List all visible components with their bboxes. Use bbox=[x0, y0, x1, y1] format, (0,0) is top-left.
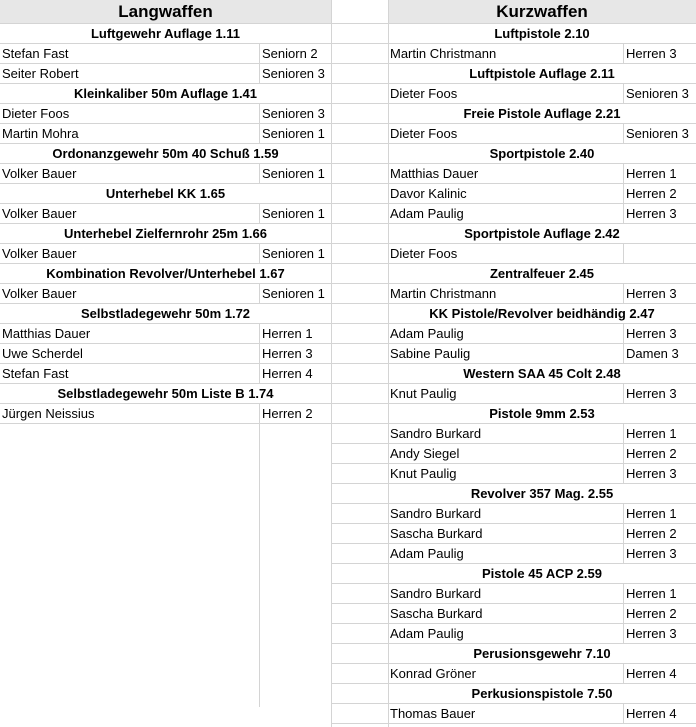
spacer-cell[interactable] bbox=[331, 124, 388, 144]
langwaffen-column bbox=[0, 0, 331, 707]
shooter-name-cell[interactable]: Adam Paulig bbox=[390, 206, 464, 221]
spacer-cell[interactable] bbox=[331, 224, 388, 244]
discipline-title[interactable]: Perkusionspistole 7.50 bbox=[388, 684, 696, 704]
shooter-row bbox=[388, 244, 696, 264]
discipline-title[interactable]: Unterhebel KK 1.65 bbox=[0, 184, 331, 204]
spacer-cell[interactable] bbox=[331, 344, 388, 364]
class-cell[interactable]: Herren 2 bbox=[259, 404, 331, 423]
spacer-cell[interactable] bbox=[331, 284, 388, 304]
class-cell[interactable]: Senioren 3 bbox=[623, 124, 696, 143]
shooter-name-cell[interactable]: Knut Paulig bbox=[390, 386, 457, 401]
discipline-title[interactable]: Pistole 9mm 2.53 bbox=[388, 404, 696, 424]
grid-line bbox=[331, 0, 332, 727]
discipline-title[interactable]: Ordonanzgewehr 50m 40 Schuß 1.59 bbox=[0, 144, 331, 164]
langwaffen-body bbox=[0, 24, 331, 424]
shooter-row bbox=[388, 124, 696, 144]
spacer-cell[interactable] bbox=[331, 304, 388, 324]
discipline-title[interactable]: Luftgewehr Auflage 1.11 bbox=[0, 24, 331, 44]
spacer-column bbox=[331, 0, 388, 727]
class-cell[interactable] bbox=[623, 244, 696, 263]
discipline-title[interactable]: Revolver 357 Mag. 2.55 bbox=[388, 484, 696, 504]
shooter-row bbox=[0, 364, 331, 384]
spacer-cell[interactable] bbox=[331, 704, 388, 724]
shooter-row bbox=[388, 504, 696, 524]
class-cell[interactable]: Herren 3 bbox=[623, 624, 696, 643]
class-cell[interactable]: Herren 4 bbox=[623, 704, 696, 723]
class-cell[interactable]: Herren 3 bbox=[259, 344, 331, 363]
class-cell[interactable]: Herren 4 bbox=[259, 364, 331, 383]
class-cell[interactable]: Herren 2 bbox=[623, 184, 696, 203]
shooter-name-cell[interactable]: Sandro Burkard bbox=[390, 586, 482, 601]
spacer-header[interactable] bbox=[331, 0, 388, 24]
shooter-row bbox=[0, 124, 331, 144]
class-cell[interactable]: Herren 1 bbox=[623, 504, 696, 523]
kurzwaffen-header[interactable]: Kurzwaffen bbox=[388, 0, 696, 24]
shooter-name-cell[interactable]: Volker Bauer bbox=[2, 166, 77, 181]
shooter-row bbox=[388, 344, 696, 364]
shooter-name-cell[interactable]: Sandro Burkard bbox=[390, 506, 482, 521]
shooter-name-cell[interactable]: Volker Bauer bbox=[2, 206, 77, 221]
kurzwaffen-body bbox=[388, 24, 696, 724]
class-cell[interactable]: Herren 2 bbox=[623, 524, 696, 543]
class-cell[interactable]: Herren 2 bbox=[623, 604, 696, 623]
grid-line bbox=[388, 0, 389, 727]
class-cell[interactable]: Senioren 1 bbox=[259, 204, 331, 223]
shooter-name-cell[interactable]: Uwe Scherdel bbox=[2, 346, 83, 361]
spacer-cell[interactable] bbox=[331, 504, 388, 524]
discipline-title[interactable]: Kleinkaliber 50m Auflage 1.41 bbox=[0, 84, 331, 104]
shooter-name-cell[interactable]: Jürgen Neissius bbox=[2, 406, 95, 421]
shooter-row bbox=[0, 324, 331, 344]
shooter-name-cell[interactable]: Sabine Paulig bbox=[390, 346, 471, 361]
discipline-title[interactable]: Unterhebel Zielfernrohr 25m 1.66 bbox=[0, 224, 331, 244]
shooter-name-cell[interactable]: Adam Paulig bbox=[390, 326, 464, 341]
class-cell[interactable]: Senioren 3 bbox=[259, 104, 331, 123]
langwaffen-header[interactable]: Langwaffen bbox=[0, 0, 331, 24]
shooter-row bbox=[388, 284, 696, 304]
shooter-row bbox=[388, 164, 696, 184]
kurzwaffen-column bbox=[388, 0, 696, 724]
shooter-name-cell[interactable]: Martin Mohra bbox=[2, 126, 79, 141]
shooter-row bbox=[388, 704, 696, 724]
shooter-row bbox=[0, 284, 331, 304]
shooter-row bbox=[388, 604, 696, 624]
class-cell[interactable]: Herren 3 bbox=[623, 44, 696, 63]
discipline-title[interactable]: Western SAA 45 Colt 2.48 bbox=[388, 364, 696, 384]
shooter-row bbox=[388, 544, 696, 564]
class-cell[interactable]: Herren 3 bbox=[623, 384, 696, 403]
discipline-title[interactable]: Luftpistole 2.10 bbox=[388, 24, 696, 44]
shooter-row bbox=[388, 324, 696, 344]
shooter-name-cell[interactable]: Dieter Foos bbox=[390, 246, 458, 261]
discipline-title[interactable]: Sportpistole 2.40 bbox=[388, 144, 696, 164]
class-cell[interactable]: Senioren 1 bbox=[259, 164, 331, 183]
shooter-name-cell[interactable]: Thomas Bauer bbox=[390, 706, 476, 721]
class-cell[interactable]: Herren 3 bbox=[623, 324, 696, 343]
spacer-cell[interactable] bbox=[331, 684, 388, 704]
shooter-row bbox=[0, 44, 331, 64]
shooter-name-cell[interactable]: Sandro Burkard bbox=[390, 426, 482, 441]
class-cell[interactable]: Senioren 1 bbox=[259, 124, 331, 143]
spacer-cell[interactable] bbox=[331, 364, 388, 384]
spacer-cell[interactable] bbox=[331, 264, 388, 284]
spacer-body bbox=[331, 24, 388, 724]
class-cell[interactable]: Seniorn 2 bbox=[259, 44, 331, 63]
spacer-cell[interactable] bbox=[331, 444, 388, 464]
discipline-title[interactable]: Selbstladegewehr 50m Liste B 1.74 bbox=[0, 384, 331, 404]
spacer-cell[interactable] bbox=[331, 484, 388, 504]
spacer-cell[interactable] bbox=[331, 64, 388, 84]
spacer-cell[interactable] bbox=[331, 104, 388, 124]
spacer-cell[interactable] bbox=[331, 604, 388, 624]
spacer-cell[interactable] bbox=[331, 624, 388, 644]
class-cell[interactable]: Senioren 1 bbox=[259, 284, 331, 303]
spacer-cell[interactable] bbox=[331, 84, 388, 104]
spacer-cell[interactable] bbox=[331, 44, 388, 64]
spacer-cell[interactable] bbox=[331, 664, 388, 684]
spacer-cell[interactable] bbox=[331, 464, 388, 484]
shooter-name-cell[interactable]: Davor Kalinic bbox=[390, 186, 467, 201]
discipline-title[interactable]: Selbstladegewehr 50m 1.72 bbox=[0, 304, 331, 324]
shooter-name-cell[interactable]: Matthias Dauer bbox=[390, 166, 479, 181]
class-cell[interactable]: Herren 3 bbox=[623, 544, 696, 563]
class-cell[interactable]: Herren 1 bbox=[623, 164, 696, 183]
shooter-row bbox=[388, 384, 696, 404]
shooter-row bbox=[388, 524, 696, 544]
spacer-cell[interactable] bbox=[331, 424, 388, 444]
discipline-title[interactable]: Freie Pistole Auflage 2.21 bbox=[388, 104, 696, 124]
shooter-row bbox=[0, 404, 331, 424]
class-cell[interactable]: Damen 3 bbox=[623, 344, 696, 363]
class-cell[interactable]: Herren 3 bbox=[623, 204, 696, 223]
spacer-cell[interactable] bbox=[331, 584, 388, 604]
spacer-cell[interactable] bbox=[331, 524, 388, 544]
class-cell[interactable]: Herren 1 bbox=[623, 424, 696, 443]
spacer-cell[interactable] bbox=[331, 404, 388, 424]
shooter-row bbox=[388, 84, 696, 104]
discipline-title[interactable]: Sportpistole Auflage 2.42 bbox=[388, 224, 696, 244]
discipline-title[interactable]: Kombination Revolver/Unterhebel 1.67 bbox=[0, 264, 331, 284]
shooter-row bbox=[388, 584, 696, 604]
class-cell[interactable]: Herren 2 bbox=[623, 444, 696, 463]
shooter-row bbox=[0, 164, 331, 184]
discipline-title[interactable]: Pistole 45 ACP 2.59 bbox=[388, 564, 696, 584]
shooter-row bbox=[0, 104, 331, 124]
shooter-row bbox=[0, 64, 331, 84]
shooter-name-cell[interactable]: Matthias Dauer bbox=[2, 326, 91, 341]
spacer-cell[interactable] bbox=[331, 24, 388, 44]
spacer-cell[interactable] bbox=[331, 184, 388, 204]
class-cell[interactable]: Herren 1 bbox=[259, 324, 331, 343]
shooter-name-cell[interactable]: Volker Bauer bbox=[2, 246, 77, 261]
shooter-name-cell[interactable]: Dieter Foos bbox=[390, 86, 458, 101]
spacer-cell[interactable] bbox=[331, 564, 388, 584]
class-cell[interactable]: Herren 1 bbox=[623, 584, 696, 603]
class-cell[interactable]: Senioren 3 bbox=[259, 64, 331, 83]
spacer-cell[interactable] bbox=[331, 384, 388, 404]
spacer-cell[interactable] bbox=[331, 164, 388, 184]
discipline-title[interactable]: Luftpistole Auflage 2.11 bbox=[388, 64, 696, 84]
discipline-title[interactable]: KK Pistole/Revolver beidhändig 2.47 bbox=[388, 304, 696, 324]
spacer-cell[interactable] bbox=[331, 144, 388, 164]
shooter-name-cell[interactable]: Adam Paulig bbox=[390, 626, 464, 641]
shooter-name-cell[interactable]: Knut Paulig bbox=[390, 466, 457, 481]
shooter-name-cell[interactable]: Seiter Robert bbox=[2, 66, 79, 81]
shooter-row bbox=[388, 464, 696, 484]
shooter-name-cell[interactable]: Martin Christmann bbox=[390, 286, 497, 301]
discipline-title[interactable]: Perusionsgewehr 7.10 bbox=[388, 644, 696, 664]
shooter-row bbox=[388, 204, 696, 224]
shooter-row bbox=[0, 344, 331, 364]
shooter-row bbox=[388, 444, 696, 464]
shooter-name-cell[interactable]: Konrad Gröner bbox=[390, 666, 476, 681]
shooter-name-cell[interactable]: Stefan Fast bbox=[2, 366, 69, 381]
spacer-cell[interactable] bbox=[331, 244, 388, 264]
shooter-row bbox=[388, 44, 696, 64]
spacer-cell[interactable] bbox=[331, 644, 388, 664]
shooter-row bbox=[0, 204, 331, 224]
spacer-cell[interactable] bbox=[331, 204, 388, 224]
shooter-name-cell[interactable]: Sascha Burkard bbox=[390, 526, 483, 541]
shooter-name-cell[interactable]: Adam Paulig bbox=[390, 546, 464, 561]
class-cell[interactable]: Senioren 1 bbox=[259, 244, 331, 263]
class-cell[interactable]: Senioren 3 bbox=[623, 84, 696, 103]
shooter-name-cell[interactable]: Volker Bauer bbox=[2, 286, 77, 301]
shooter-row bbox=[388, 184, 696, 204]
discipline-title[interactable]: Zentralfeuer 2.45 bbox=[388, 264, 696, 284]
shooter-name-cell[interactable]: Martin Christmann bbox=[390, 46, 497, 61]
shooter-name-cell[interactable]: Stefan Fast bbox=[2, 46, 69, 61]
shooter-name-cell[interactable]: Sascha Burkard bbox=[390, 606, 483, 621]
spacer-cell[interactable] bbox=[331, 324, 388, 344]
shooter-row bbox=[0, 244, 331, 264]
shooter-name-cell[interactable]: Andy Siegel bbox=[390, 446, 460, 461]
spacer-cell[interactable] bbox=[331, 544, 388, 564]
shooter-row bbox=[388, 424, 696, 444]
class-cell[interactable]: Herren 3 bbox=[623, 464, 696, 483]
shooter-row bbox=[388, 624, 696, 644]
shooter-row bbox=[388, 664, 696, 684]
shooter-name-cell[interactable]: Dieter Foos bbox=[390, 126, 458, 141]
class-cell[interactable]: Herren 4 bbox=[623, 664, 696, 683]
class-cell[interactable]: Herren 3 bbox=[623, 284, 696, 303]
langwaffen-empty-rows bbox=[0, 424, 331, 707]
shooter-name-cell[interactable]: Dieter Foos bbox=[2, 106, 70, 121]
